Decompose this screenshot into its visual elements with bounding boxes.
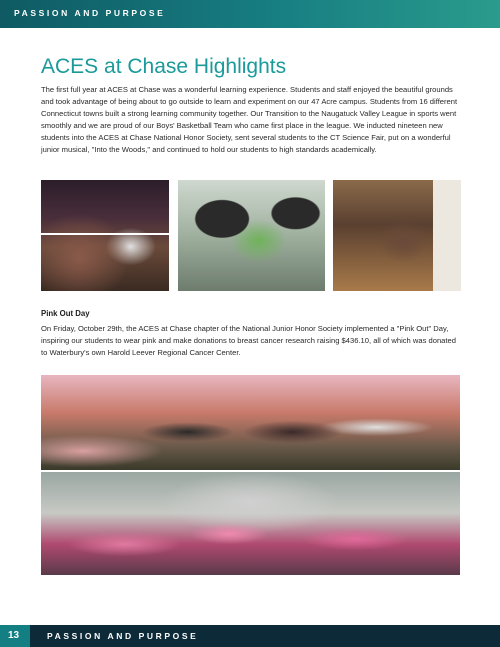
science-photo bbox=[178, 180, 325, 291]
intro-paragraph: The first full year at ACES at Chase was a wonderful learning experience. Students and staff enjoyed the beautiful grounds and took advantage of being about to go outside to learn and experiment on our 47 Acre campus. Students from 16 different Connecticut towns built a strong learning community together. Our Transition to the Naugatuck Valley League in sports went smoothly and we are proud of our Boys' Basketball Team who came first place in the league. We inducted nineteen new students into the ACES at Chase National Honor Society, sent several students to the CT Science Fair, put on a wonderful junior musical, "Into the Woods," and continued to hold our students to high standards academically. bbox=[41, 85, 458, 155]
musical-photo bbox=[41, 180, 169, 291]
top-banner bbox=[0, 0, 500, 28]
photo-divider bbox=[41, 233, 169, 235]
pink-out-paragraph: On Friday, October 29th, the ACES at Chase chapter of the National Junior Honor Society implemented a "Pink Out" Day, inspiring our students to wear pink and make donations to breast cancer research raising $436.10, all of which was donated to Waterbury's own Harold Leever Regional Cancer Center. bbox=[41, 324, 456, 358]
pink-out-group-photo-1 bbox=[41, 375, 460, 470]
footer-bar bbox=[0, 625, 500, 647]
footer-label: PASSION AND PURPOSE bbox=[47, 631, 199, 641]
classroom-photo bbox=[333, 180, 461, 291]
banner-label: PASSION AND PURPOSE bbox=[14, 8, 166, 18]
pink-out-heading: Pink Out Day bbox=[41, 309, 90, 318]
door-frame bbox=[433, 180, 461, 291]
page-number-box bbox=[0, 625, 30, 647]
page-number: 13 bbox=[8, 630, 20, 641]
page-title: ACES at Chase Highlights bbox=[41, 55, 287, 78]
pink-out-group-photo-2 bbox=[41, 472, 460, 575]
